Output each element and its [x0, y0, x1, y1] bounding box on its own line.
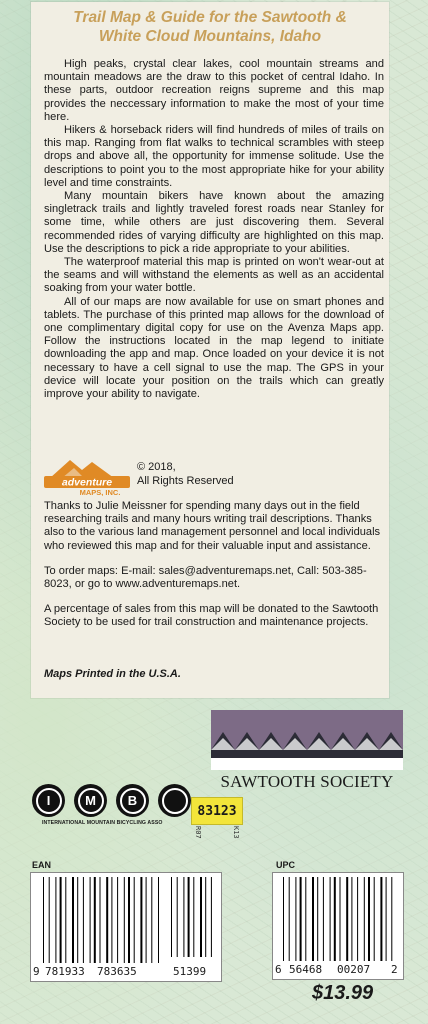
- price-sticker: 83123: [191, 797, 243, 825]
- paragraph-digital: All of our maps are now available for use on smart phones and tablets. The purchase of this printed map allows for the download of one complimentary digital copy for use on the Avenza Maps app. Follow the instructions located in the map legend to initiate downloading the app and map. Once loaded on your device it is not necessary to have a cell signal to use the map. The GPS in your device will locate your position on the trails which can greatly improve your ability to navigate.: [44, 295, 384, 401]
- barcode-bar: [283, 877, 284, 961]
- ean-digits-group2: 783635: [97, 965, 137, 978]
- barcode-bar: [183, 877, 184, 957]
- barcode-bar: [117, 877, 118, 963]
- barcode-bar: [90, 877, 91, 963]
- barcode-bar: [43, 877, 44, 963]
- barcode-bar: [193, 877, 194, 957]
- sticker-side-left: R07: [194, 826, 202, 839]
- logo-sub: MAPS, INC.: [79, 488, 121, 496]
- upc-barcode: [272, 872, 404, 980]
- barcode-bar: [94, 877, 96, 963]
- barcode-bar: [100, 877, 101, 963]
- barcode-bar: [289, 877, 290, 961]
- barcode-bar: [330, 877, 331, 961]
- barcode-bar: [83, 877, 84, 963]
- donation-text: A percentage of sales from this map will be donated to the Sawtooth Society to be used for trail construction and maintenance projects.: [44, 603, 379, 629]
- publisher-row: [44, 456, 384, 496]
- price: $13.99: [312, 982, 374, 1004]
- barcode-bar: [300, 877, 302, 961]
- ean-addon-digits: 51399: [173, 965, 207, 978]
- barcode-bar: [146, 877, 147, 963]
- sticker-side-right: K13: [232, 826, 240, 839]
- title-line-2: White Cloud Mountains, Idaho: [98, 28, 322, 45]
- description-panel: [31, 2, 389, 698]
- barcode-bar: [386, 877, 387, 961]
- barcode-bar: [368, 877, 370, 961]
- sawtooth-peaks-icon: [211, 710, 403, 770]
- upc-bars: [273, 873, 403, 963]
- barcode-bar: [124, 877, 125, 963]
- barcode-bar: [334, 877, 336, 961]
- barcode-bar: [151, 877, 152, 963]
- adventure-maps-logo: [44, 456, 130, 496]
- sawtooth-society-logo: [211, 710, 403, 802]
- imba-circle-a: [158, 784, 191, 817]
- barcode-bar: [305, 877, 306, 961]
- barcode-bar: [72, 877, 74, 963]
- barcode-bar: [77, 877, 78, 963]
- imba-circle-b: B: [116, 784, 149, 817]
- barcode-bar: [55, 877, 56, 963]
- barcode-bar: [200, 877, 202, 957]
- barcode-bar: [65, 877, 66, 963]
- printed-in-usa: Maps Printed in the U.S.A.: [44, 668, 181, 680]
- barcode-bar: [111, 877, 112, 963]
- thanks-text: Thanks to Julie Meissner for spending many days out in the field researching trails and many hours writing trail descriptions. Thanks also to the various land management personnel and local individuals who reviewed this map and for their valuable input and assistance.: [44, 500, 381, 552]
- barcode-bar: [380, 877, 382, 961]
- paragraph-hikers: Hikers & horseback riders will find hundreds of miles of trails on this map. Ranging from flat walks to technical scrambles with steep drops and above all, the opportunity for immense solitude. Use the descriptions to point you to the most appropriate hike for your ability level and time constraints.: [44, 124, 384, 189]
- barcode-bar: [205, 877, 206, 957]
- barcode-bar: [357, 877, 358, 961]
- barcode-bar: [106, 877, 108, 963]
- upc-digit-lead: 6: [275, 963, 282, 976]
- barcode-bar: [134, 877, 135, 963]
- upc-digit-check: 2: [391, 963, 398, 976]
- barcode-bar: [351, 877, 352, 961]
- ean-bars: [31, 873, 221, 965]
- barcode-bar: [346, 877, 348, 961]
- barcode-bar: [211, 877, 212, 957]
- copyright-rights: All Rights Reserved: [137, 474, 234, 487]
- barcode-bar: [171, 877, 172, 957]
- copyright: [137, 461, 234, 488]
- title-line-1: Trail Map & Guide for the Sawtooth &: [73, 9, 347, 26]
- upc-digits-group1: 56468: [289, 963, 323, 976]
- barcode-bar: [128, 877, 130, 963]
- lower-text: [44, 500, 384, 642]
- order-text: To order maps: E-mail: sales@adventuremaps.net, Call: 503-385-8023, or go to www.adventuremaps.net.: [44, 564, 367, 591]
- body-text: [44, 58, 384, 401]
- society-name: SAWTOOTH SOCIETY: [220, 772, 394, 791]
- paragraph-intro: High peaks, crystal clear lakes, cool mountain streams and mountain meadows are the draw to this pocket of central Idaho. In these parts, outdoor recreation reigns supreme and this map provides the neccessary information to make the most of your time here.: [44, 58, 384, 123]
- barcode-bar: [317, 877, 318, 961]
- imba-tagline: INTERNATIONAL MOUNTAIN BICYCLING ASSO: [42, 820, 163, 826]
- paragraph-waterproof: The waterproof material this map is printed on won't wear-out at the seams and will withstand the elements as well as an accidental soaking from your water bottle.: [44, 256, 384, 295]
- barcode-bar: [312, 877, 314, 961]
- paragraph-bikers: Many mountain bikers have known about the amazing singletrack trails and lightly traveled forest roads near Stanley for some time, while others are just discovering them. Several recommended rides of varying difficulty are highlighted on this map. Use the descriptions to pick a ride appropriate to your abilities.: [44, 190, 384, 255]
- ean-label: EAN: [32, 860, 52, 870]
- barcode-bar: [60, 877, 62, 963]
- panel-title: [31, 8, 389, 46]
- barcode-bar: [323, 877, 324, 961]
- ean-digit-lead: 9: [33, 965, 40, 978]
- logo-word: adventure: [61, 476, 113, 489]
- mountain-logo-icon: [44, 456, 130, 496]
- barcode-bar: [340, 877, 341, 961]
- imba-logo: [32, 784, 202, 844]
- barcode-bar: [188, 877, 190, 957]
- imba-circle-i: I: [32, 784, 65, 817]
- ean-digits-group1: 781933: [45, 965, 85, 978]
- upc-digits-group2: 00207: [337, 963, 371, 976]
- copyright-year: © 2018,: [137, 461, 176, 473]
- barcode-bar: [295, 877, 296, 961]
- barcode-bar: [374, 877, 375, 961]
- ean-barcode: [30, 872, 222, 982]
- barcode-bar: [391, 877, 392, 961]
- barcode-bar: [49, 877, 50, 963]
- barcode-bar: [364, 877, 365, 961]
- barcode-bar: [140, 877, 142, 963]
- upc-label: UPC: [276, 860, 296, 870]
- barcode-bar: [158, 877, 159, 963]
- barcode-bar: [177, 877, 178, 957]
- imba-circle-m: M: [74, 784, 107, 817]
